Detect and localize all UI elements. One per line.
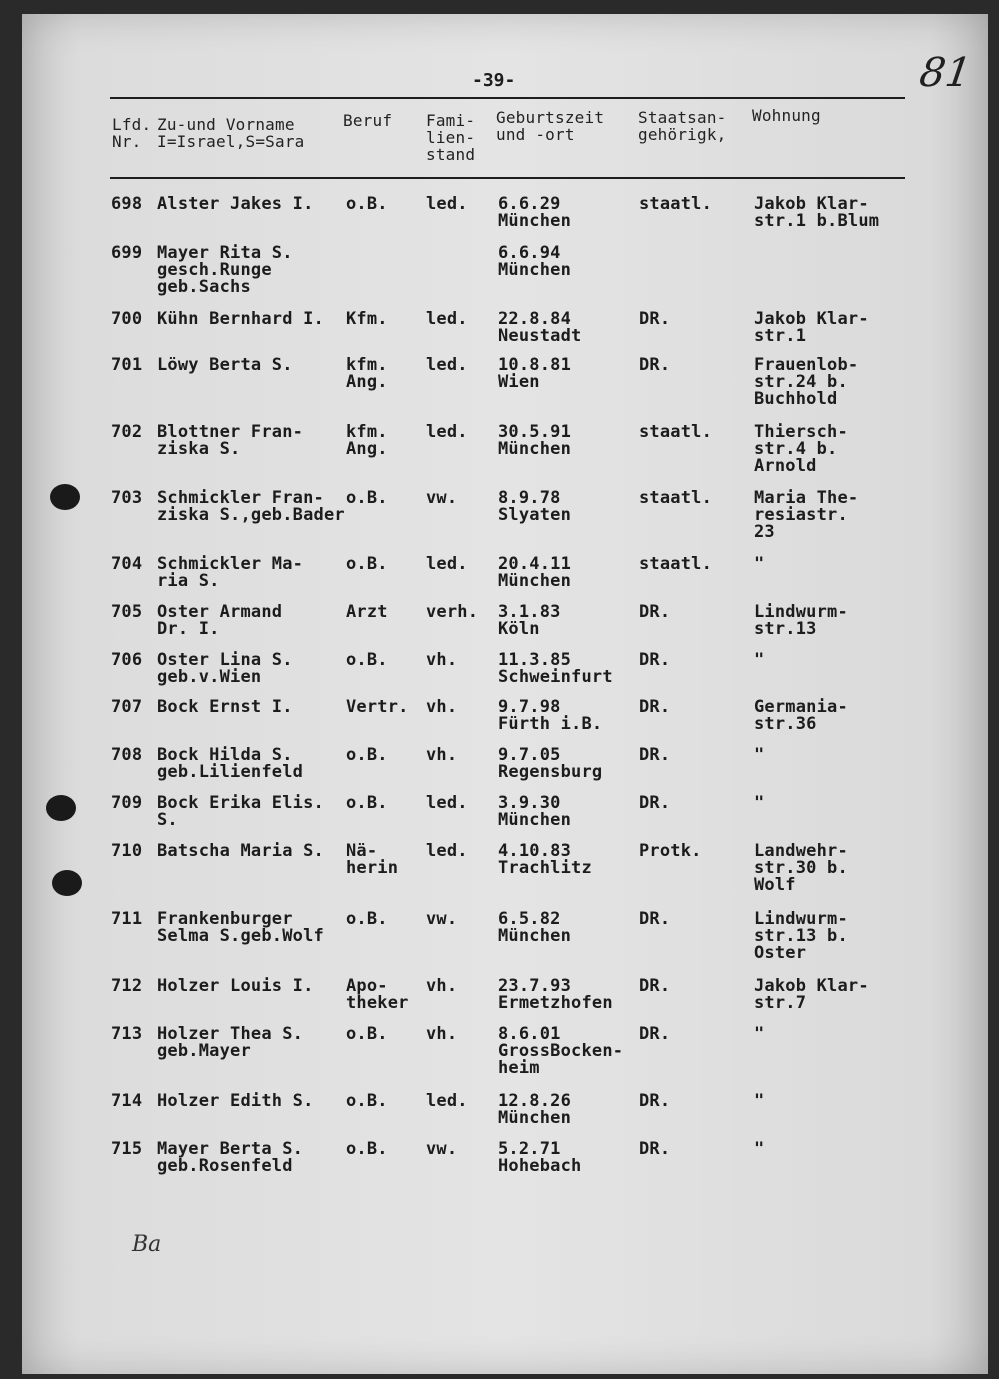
entry-name: Mayer Rita S. gesch.Runge geb.Sachs: [157, 243, 293, 297]
entry-wohnung: ": [754, 1024, 765, 1044]
entry-wohnung: Jakob Klar- str.1: [754, 309, 869, 346]
entry-wohnung: Germania- str.36: [754, 697, 848, 734]
entry-beruf: o.B.: [346, 1024, 388, 1044]
entry-staat: DR.: [639, 309, 671, 329]
entry-beruf: kfm. Ang.: [346, 355, 388, 392]
entry-name: Schmickler Ma- ria S.: [157, 554, 304, 591]
entry-number: 709: [111, 793, 143, 813]
entry-number: 703: [111, 488, 143, 508]
entry-familienstand: led.: [426, 309, 468, 329]
entry-staat: DR.: [639, 650, 671, 670]
entry-name: Bock Hilda S. geb.Lilienfeld: [157, 745, 304, 782]
entry-name: Schmickler Fran- ziska S.,geb.Bader: [157, 488, 345, 525]
entry-wohnung: ": [754, 650, 765, 670]
entry-geburt: 8.9.78 Slyaten: [498, 488, 572, 525]
entry-familienstand: led.: [426, 194, 468, 214]
entry-geburt: 9.7.98 Fürth i.B.: [498, 697, 603, 734]
entry-geburt: 5.2.71 Hohebach: [498, 1139, 582, 1176]
entry-familienstand: vh.: [426, 976, 458, 996]
entry-beruf: kfm. Ang.: [346, 422, 388, 459]
entry-name: Mayer Berta S. geb.Rosenfeld: [157, 1139, 304, 1176]
entry-wohnung: Lindwurm- str.13: [754, 602, 848, 639]
entry-wohnung: Thiersch- str.4 b. Arnold: [754, 422, 848, 476]
entry-number: 701: [111, 355, 143, 375]
entry-number: 698: [111, 194, 143, 214]
entry-wohnung: ": [754, 745, 765, 765]
entry-wohnung: Landwehr- str.30 b. Wolf: [754, 841, 848, 895]
folio-number: 81: [916, 50, 975, 96]
entry-number: 708: [111, 745, 143, 765]
entry-name: Blottner Fran- ziska S.: [157, 422, 304, 459]
entry-geburt: 12.8.26 München: [498, 1091, 572, 1128]
entry-name: Löwy Berta S.: [157, 355, 293, 375]
entry-geburt: 6.5.82 München: [498, 909, 572, 946]
entry-staat: DR.: [639, 1024, 671, 1044]
entry-name: Bock Erika Elis. S.: [157, 793, 324, 830]
entry-wohnung: Lindwurm- str.13 b. Oster: [754, 909, 848, 963]
entry-staat: DR.: [639, 909, 671, 929]
entry-wohnung: Jakob Klar- str.1 b.Blum: [754, 194, 880, 231]
entry-number: 699: [111, 243, 143, 263]
entry-number: 715: [111, 1139, 143, 1159]
entry-beruf: o.B.: [346, 793, 388, 813]
entry-wohnung: ": [754, 1139, 765, 1159]
entry-wohnung: Maria The- resiastr. 23: [754, 488, 859, 542]
entry-staat: DR.: [639, 745, 671, 765]
entry-familienstand: vh.: [426, 697, 458, 717]
entry-wohnung: Jakob Klar- str.7: [754, 976, 869, 1013]
entry-number: 711: [111, 909, 143, 929]
entry-number: 705: [111, 602, 143, 622]
entry-beruf: Nä- herin: [346, 841, 399, 878]
entry-name: Batscha Maria S.: [157, 841, 324, 861]
header-lfd: Lfd. Nr.: [112, 115, 152, 151]
entry-beruf: o.B.: [346, 1091, 388, 1111]
entry-name: Oster Armand Dr. I.: [157, 602, 283, 639]
entry-name: Holzer Louis I.: [157, 976, 314, 996]
entry-geburt: 10.8.81 Wien: [498, 355, 572, 392]
entry-name: Kühn Bernhard I.: [157, 309, 324, 329]
entry-geburt: 8.6.01 GrossBocken- heim: [498, 1024, 624, 1078]
header-beruf: Beruf: [343, 111, 393, 130]
entry-beruf: o.B.: [346, 650, 388, 670]
entry-geburt: 6.6.29 München: [498, 194, 572, 231]
entry-staat: staatl.: [639, 554, 713, 574]
entry-wohnung: ": [754, 1091, 765, 1111]
entry-number: 714: [111, 1091, 143, 1111]
entry-familienstand: led.: [426, 841, 468, 861]
entry-familienstand: vw.: [426, 488, 458, 508]
entry-beruf: Arzt: [346, 602, 388, 622]
entry-staat: DR.: [639, 976, 671, 996]
entry-wohnung: ": [754, 554, 765, 574]
initials-mark: Ba: [132, 1232, 162, 1257]
page-number: -39-: [472, 70, 516, 91]
header-familienstand: Fami- lien- stand: [426, 111, 476, 164]
entry-wohnung: ": [754, 793, 765, 813]
entry-staat: DR.: [639, 1139, 671, 1159]
entry-number: 707: [111, 697, 143, 717]
entry-number: 704: [111, 554, 143, 574]
entry-beruf: o.B.: [346, 488, 388, 508]
entry-familienstand: verh.: [426, 602, 479, 622]
entry-staat: DR.: [639, 602, 671, 622]
entry-familienstand: led.: [426, 554, 468, 574]
header-top-rule: [110, 97, 905, 99]
entry-familienstand: led.: [426, 1091, 468, 1111]
entry-familienstand: vh.: [426, 1024, 458, 1044]
entry-beruf: Apo- theker: [346, 976, 409, 1013]
entry-number: 700: [111, 309, 143, 329]
entry-geburt: 20.4.11 München: [498, 554, 572, 591]
header-wohnung: Wohnung: [752, 106, 821, 125]
entry-beruf: o.B.: [346, 194, 388, 214]
entry-name: Alster Jakes I.: [157, 194, 314, 214]
entry-number: 706: [111, 650, 143, 670]
entry-familienstand: led.: [426, 355, 468, 375]
entry-wohnung: Frauenlob- str.24 b. Buchhold: [754, 355, 859, 409]
entry-familienstand: vh.: [426, 650, 458, 670]
entry-beruf: o.B.: [346, 745, 388, 765]
header-name: Zu-und Vorname I=Israel,S=Sara: [157, 115, 305, 151]
entry-name: Bock Ernst I.: [157, 697, 293, 717]
entry-beruf: o.B.: [346, 1139, 388, 1159]
entry-familienstand: led.: [426, 793, 468, 813]
entry-familienstand: vw.: [426, 909, 458, 929]
entry-geburt: 22.8.84 Neustadt: [498, 309, 582, 346]
entry-staat: DR.: [639, 1091, 671, 1111]
entry-name: Frankenburger Selma S.geb.Wolf: [157, 909, 324, 946]
entry-number: 702: [111, 422, 143, 442]
punch-hole-2: [46, 795, 76, 821]
entry-geburt: 3.9.30 München: [498, 793, 572, 830]
punch-hole-3: [52, 870, 82, 896]
entry-geburt: 30.5.91 München: [498, 422, 572, 459]
entry-geburt: 11.3.85 Schweinfurt: [498, 650, 613, 687]
entry-geburt: 4.10.83 Trachlitz: [498, 841, 592, 878]
entry-name: Holzer Thea S. geb.Mayer: [157, 1024, 304, 1061]
entry-familienstand: led.: [426, 422, 468, 442]
entry-staat: DR.: [639, 697, 671, 717]
entry-number: 712: [111, 976, 143, 996]
entry-beruf: o.B.: [346, 909, 388, 929]
entry-staat: DR.: [639, 355, 671, 375]
entry-staat: staatl.: [639, 194, 713, 214]
entry-staat: DR.: [639, 793, 671, 813]
header-geburt: Geburtszeit und -ort: [496, 108, 605, 144]
entry-familienstand: vh.: [426, 745, 458, 765]
entry-geburt: 23.7.93 Ermetzhofen: [498, 976, 613, 1013]
entry-staat: staatl.: [639, 422, 713, 442]
entry-familienstand: vw.: [426, 1139, 458, 1159]
entry-geburt: 3.1.83 Köln: [498, 602, 561, 639]
entry-beruf: o.B.: [346, 554, 388, 574]
entry-beruf: Vertr.: [346, 697, 409, 717]
punch-hole-1: [50, 484, 80, 510]
entry-name: Oster Lina S. geb.v.Wien: [157, 650, 293, 687]
entry-staat: staatl.: [639, 488, 713, 508]
entry-staat: Protk.: [639, 841, 702, 861]
entry-number: 710: [111, 841, 143, 861]
header-bottom-rule: [110, 177, 905, 179]
entry-number: 713: [111, 1024, 143, 1044]
entry-beruf: Kfm.: [346, 309, 388, 329]
entry-geburt: 6.6.94 München: [498, 243, 572, 280]
entry-geburt: 9.7.05 Regensburg: [498, 745, 603, 782]
header-staat: Staatsan- gehörigk,: [638, 108, 727, 144]
entry-name: Holzer Edith S.: [157, 1091, 314, 1111]
